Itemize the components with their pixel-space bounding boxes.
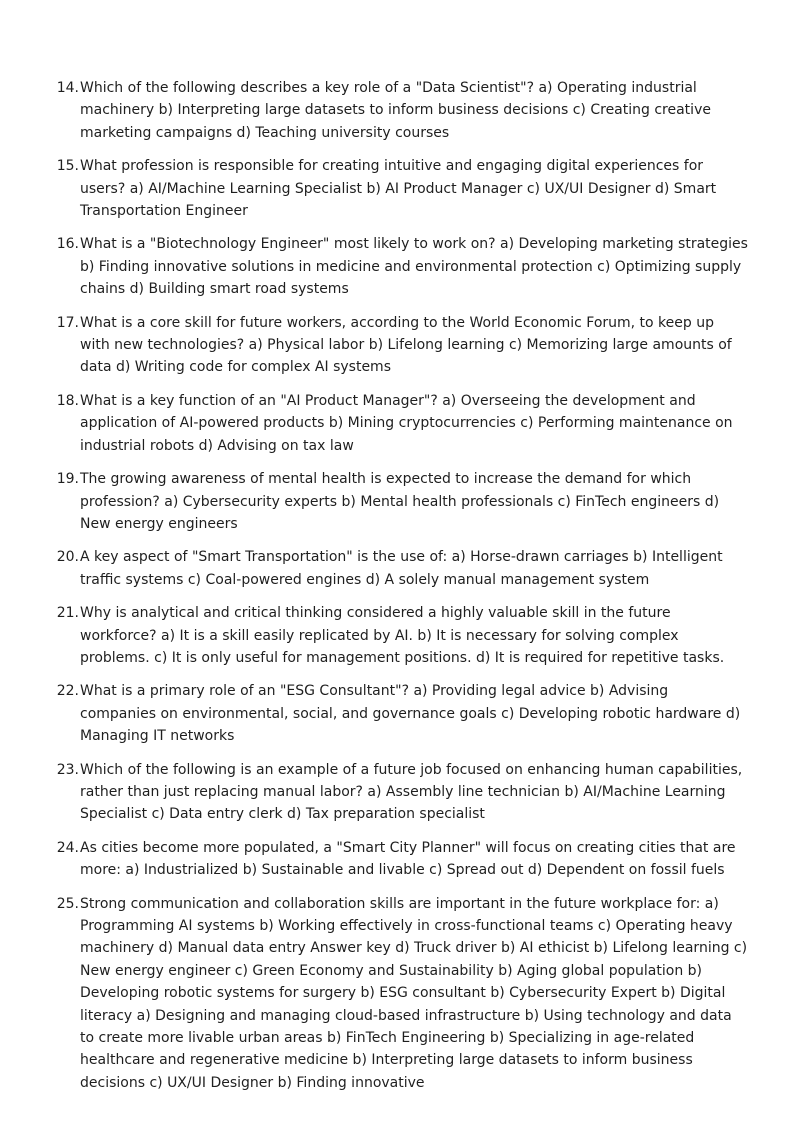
question-text: The growing awareness of mental health is expected to increase the demand for which profession? a) Cybersecurity experts b) Mental health professionals c) FinTech engineers d) New energy engineers: [80, 471, 720, 532]
question-text: Strong communication and collaboration skills are important in the future workplace for: a) Programming AI systems b) Working effectively in cross-functional teams c) Operating heavy machinery d) Manual data entry Answer key d) Truck driver b) AI ethicist b) Lifelong learning c) New energy engineer c) Green Economy and Sustainability b) Aging global population b) Developing robotic systems for surgery b) ESG consultant b) Cybersecurity Expert b) Digital literacy a) Designing and managing cloud-based infrastructure b) Using technology and data to create more livable urban areas b) FinTech Engineering b) Specializing in age-related healthcare and regenerative medicine b) Interpreting large datasets to inform business decisions c) UX/UI Designer b) Finding innovative: [80, 895, 748, 1091]
question-item: [56, 680, 748, 747]
question-number: 21.: [56, 605, 79, 622]
question-item: [56, 155, 748, 222]
question-text: As cities become more populated, a "Smart City Planner" will focus on creating cities that are more: a) Industrialized b) Sustainable and livable c) Spread out d) Dependent on fossil fuels: [80, 839, 736, 879]
question-number: 16.: [56, 236, 79, 253]
question-text: What profession is responsible for creating intuitive and engaging digital experiences for users? a) AI/Machine Learning Specialist b) AI Product Manager c) UX/UI Designer d) Smart Transportation Engineer: [80, 158, 717, 220]
question-item: [56, 390, 748, 457]
question-number: 22.: [56, 683, 79, 700]
question-text: What is a "Biotechnology Engineer" most likely to work on? a) Developing marketing strategies b) Finding innovative solutions in medicine and environmental protection c) Optimizing supply chains d) Building smart road systems: [80, 236, 748, 298]
question-text: Which of the following is an example of a future job focused on enhancing human capabilities, rather than just replacing manual labor? a) Assembly line technician b) AI/Machine Learning Specialist c) Data entry clerk d) Tax preparation specialist: [80, 761, 743, 823]
question-number: 23.: [56, 761, 79, 778]
question-number: 24.: [56, 839, 79, 856]
question-item: [56, 546, 748, 591]
question-text: A key aspect of "Smart Transportation" is the use of: a) Horse-drawn carriages b) Intelligent traffic systems c) Coal-powered engines d) A solely manual management system: [80, 549, 723, 588]
question-number: 17.: [56, 314, 79, 331]
question-item: [56, 77, 748, 144]
question-text: What is a core skill for future workers, according to the World Economic Forum, to keep up with new technologies? a) Physical labor b) Lifelong learning c) Memorizing large amounts of data d) Writing code for complex AI systems: [80, 314, 732, 376]
question-item: [56, 759, 748, 826]
question-text: Why is analytical and critical thinking considered a highly valuable skill in the future workforce? a) It is a skill easily replicated by AI. b) It is necessary for solving complex problems. c) It is only useful for management positions. d) It is required for repetitive tasks.: [80, 605, 725, 666]
question-text: Which of the following describes a key role of a "Data Scientist"? a) Operating industrial machinery b) Interpreting large datasets to inform business decisions c) Creating creative marketing campaigns d) Teaching university courses: [80, 80, 711, 141]
question-number: 19.: [56, 471, 79, 488]
question-text: What is a key function of an "AI Product Manager"? a) Overseeing the development and application of AI-powered products b) Mining cryptocurrencies c) Performing maintenance on industrial robots d) Advising on tax law: [80, 392, 733, 454]
question-number: 14.: [56, 80, 79, 96]
question-item: [56, 468, 748, 535]
question-list: [56, 77, 748, 1094]
question-number: 18.: [56, 392, 79, 409]
question-item: [56, 837, 748, 882]
question-number: 20.: [56, 549, 79, 566]
question-text: What is a primary role of an "ESG Consultant"? a) Providing legal advice b) Advising companies on environmental, social, and governance goals c) Developing robotic hardware d) Managing IT networks: [80, 683, 741, 745]
question-item: [56, 312, 748, 379]
question-number: 25.: [56, 895, 79, 912]
question-item: [56, 233, 748, 300]
question-number: 15.: [56, 158, 79, 175]
question-item: [56, 893, 748, 1095]
question-item: [56, 602, 748, 669]
